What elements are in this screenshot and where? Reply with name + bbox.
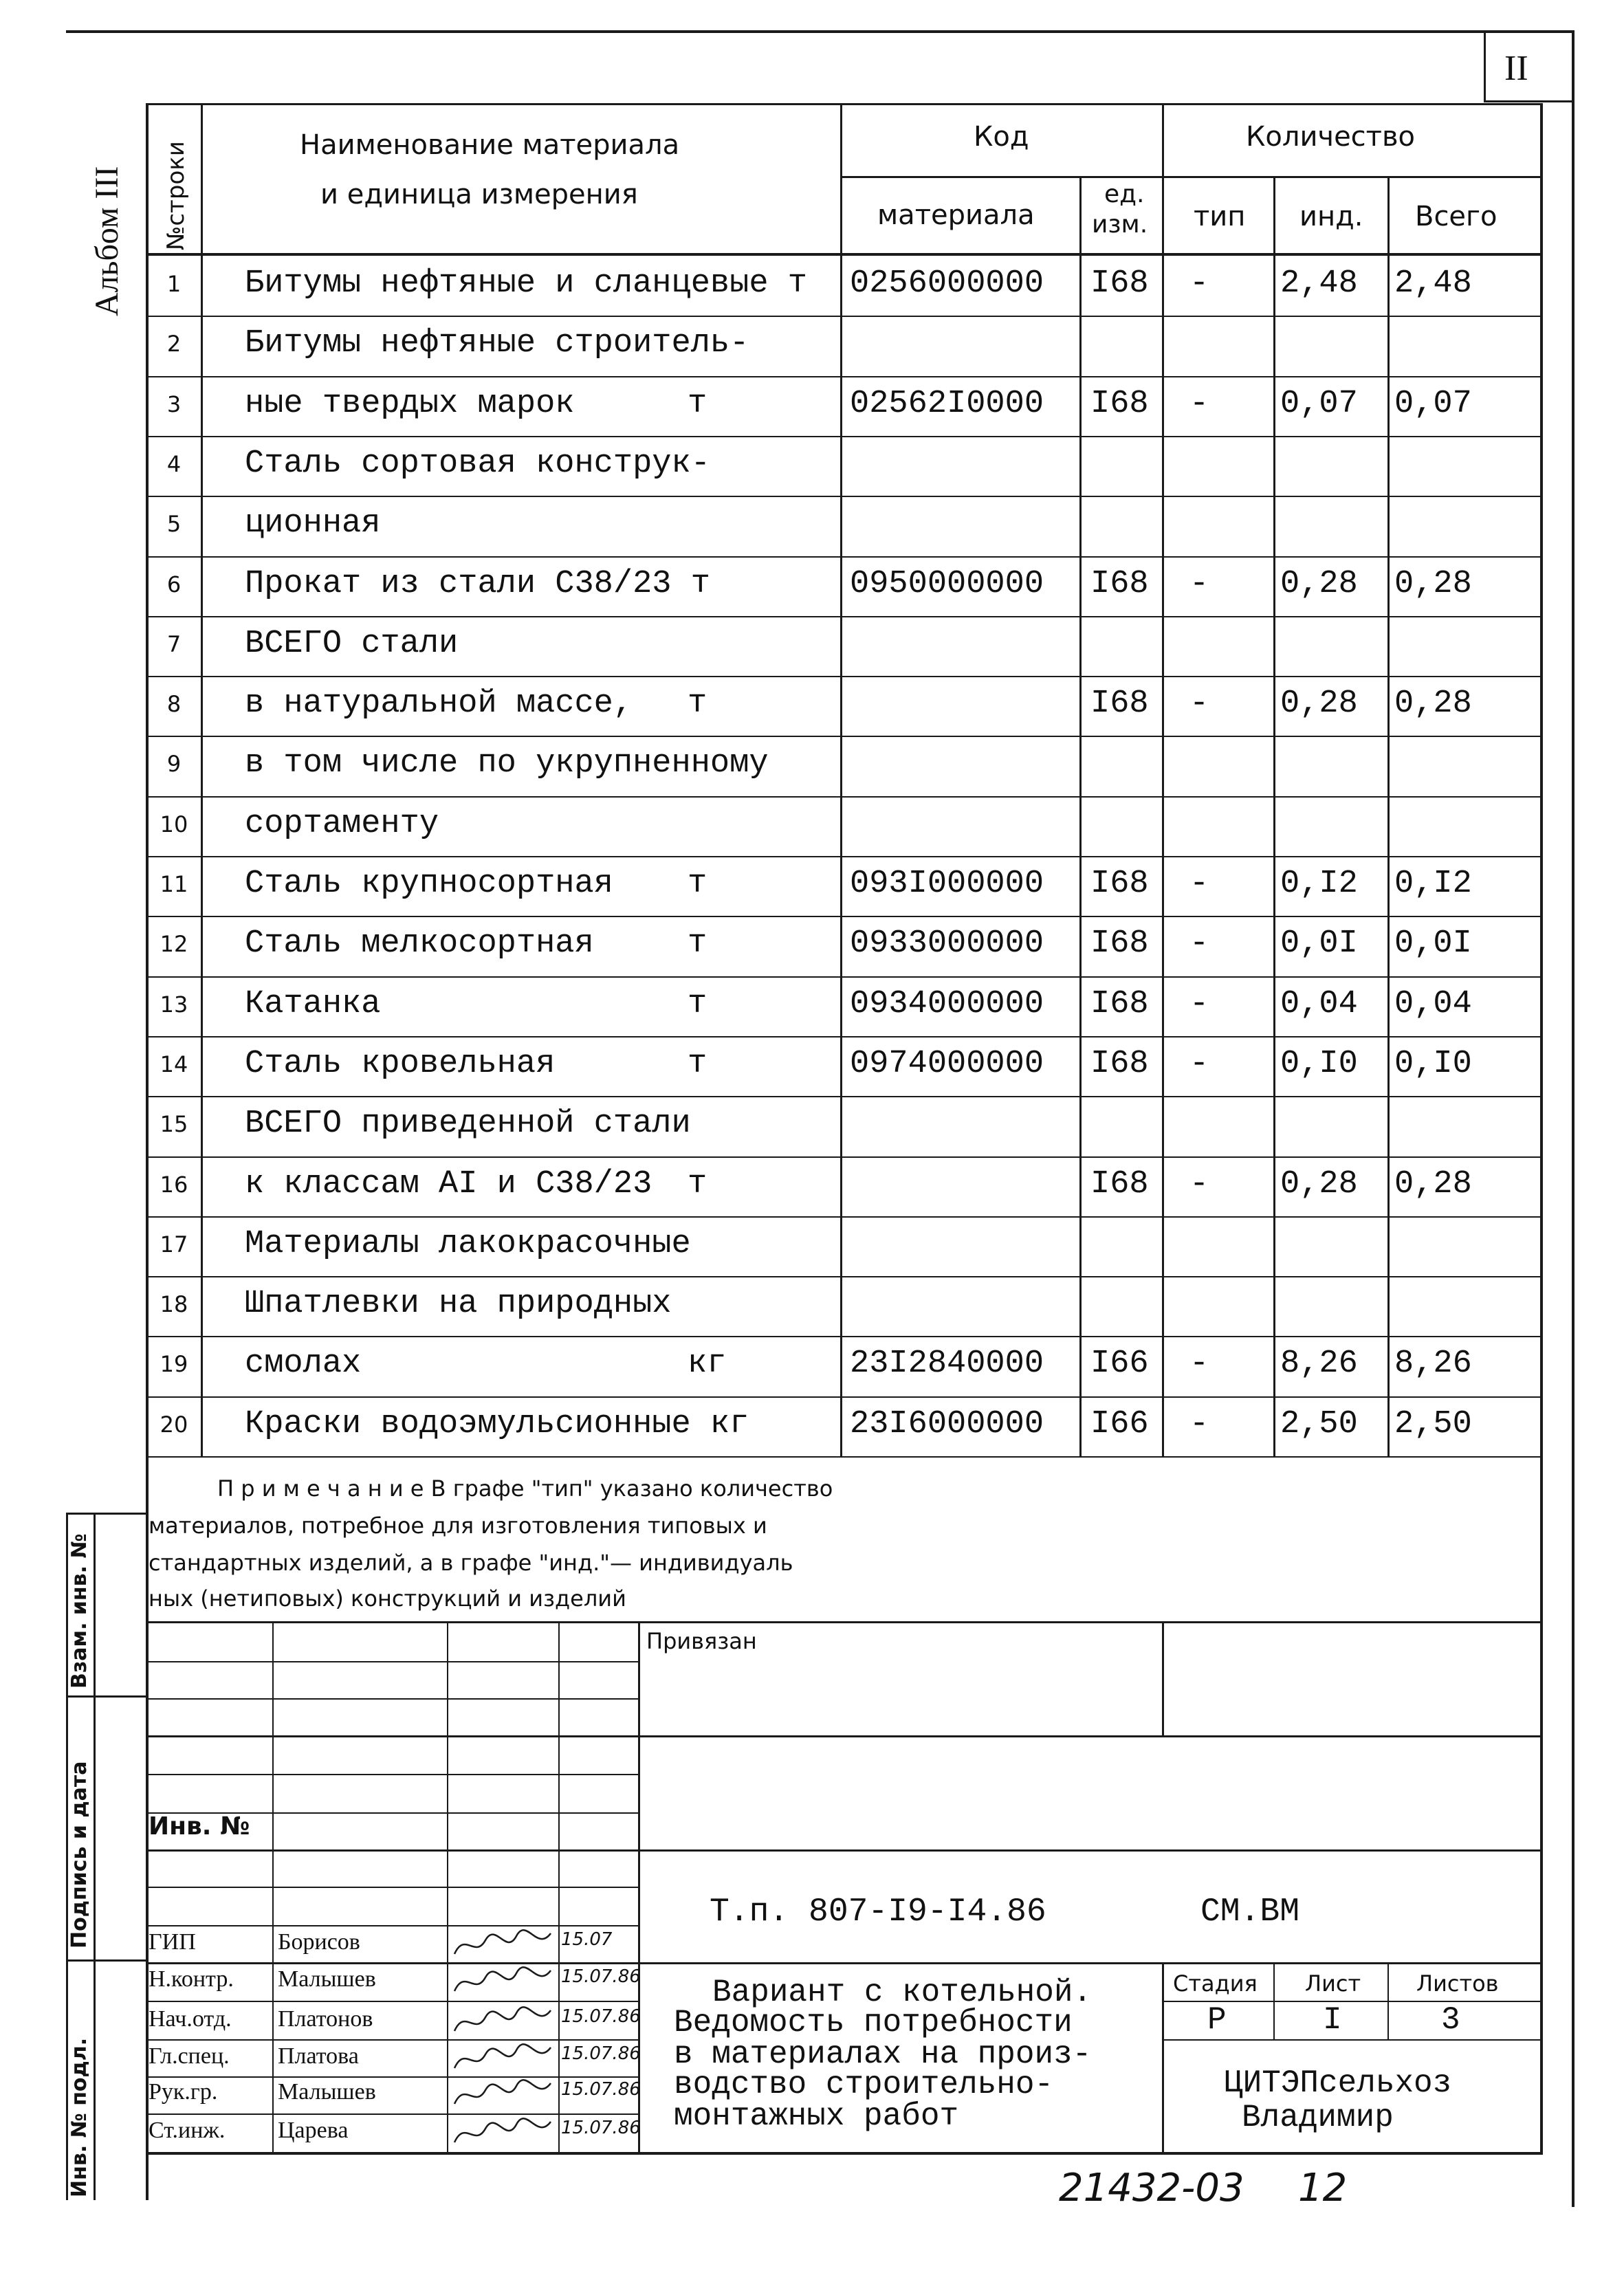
top-border [66, 30, 1574, 33]
header-name-line2: и единица измерения [320, 179, 638, 210]
signer-role: Гл.спец. [149, 2043, 230, 2069]
side-stamp-top [66, 1513, 149, 1515]
qty-total: 2,48 [1394, 265, 1472, 302]
qty-ind: 0,04 [1280, 985, 1358, 1022]
qty-type: - [1189, 385, 1209, 422]
material-code: 0934000000 [850, 985, 1044, 1022]
material-name: Битумы нефтяные строитель- [245, 325, 749, 362]
table-left-border [146, 103, 149, 2200]
material-name: в натуральной массе, [245, 685, 633, 723]
material-name-unit: т [688, 925, 707, 963]
material-name: Сталь кровельная [245, 1045, 556, 1082]
material-name: Краски водоэмульсионные кг [245, 1405, 749, 1442]
row-number: 2 [166, 331, 182, 358]
table-right-border [1540, 103, 1543, 2152]
side-stamp-sep2 [66, 1959, 149, 1962]
material-name-unit: т [688, 1165, 707, 1203]
side-stamp-sep1 [66, 1695, 149, 1698]
row-number: 18 [160, 1291, 188, 1318]
row-separator [146, 736, 1541, 737]
material-name-unit: т [688, 1045, 707, 1082]
material-name: ВСЕГО приведенной стали [245, 1106, 691, 1143]
qty-total: 0,0I [1394, 925, 1472, 963]
note-line4: ных (нетиповых) конструкций и изделий [149, 1585, 626, 1612]
sheets-label: Листов [1416, 1970, 1499, 1997]
side-stamp-vzam-inv: Взам. инв. № [67, 1533, 91, 1689]
material-code: 093I000000 [850, 866, 1044, 902]
side-stamp-right-edge [94, 1513, 96, 2200]
titleblock-v6 [1162, 1962, 1164, 2152]
privyazan-label: Привязан [646, 1628, 757, 1654]
row-number: 10 [160, 811, 188, 837]
material-name: Шпатлевки на природных [245, 1286, 672, 1323]
signature-mark [451, 2078, 554, 2112]
signature-mark [451, 2005, 554, 2039]
header-row-no: №строки [162, 141, 190, 250]
title-line3: в материалах на произ- [674, 2036, 1092, 2072]
album-label: Альбом III [89, 166, 125, 316]
titleblock-v1 [272, 1621, 274, 2152]
qty-total: 2,50 [1394, 1405, 1472, 1442]
header-qty-type: тип [1194, 201, 1246, 232]
material-name: Сталь мелкосортная [245, 925, 594, 963]
side-stamp-inv-podl: Инв. № подл. [67, 2037, 91, 2197]
signer-name: Царева [278, 2118, 349, 2143]
signer-name: Малышев [278, 2079, 376, 2105]
row-separator [146, 376, 1541, 377]
stage-value: Р [1207, 2002, 1227, 2038]
row-number: 14 [160, 1051, 188, 1077]
unit-code: I68 [1090, 925, 1149, 963]
doc-code: Т.п. 807-I9-I4.86 [710, 1893, 1046, 1931]
signer-role: Н.контр. [149, 1966, 234, 1992]
signature-mark [451, 2116, 554, 2151]
row-separator [146, 316, 1541, 317]
row-separator [146, 1216, 1541, 1218]
material-name: к классам АI и С38/23 [245, 1165, 652, 1203]
titleblock-h8 [146, 1925, 638, 1926]
titleblock-h1 [146, 1661, 638, 1662]
qty-ind: 0,I2 [1280, 866, 1358, 902]
titleblock-top [146, 1621, 1543, 1623]
header-subline [840, 176, 1541, 178]
material-code: 23I2840000 [850, 1346, 1044, 1383]
row-number: 13 [160, 991, 188, 1018]
unit-code: I68 [1090, 685, 1149, 723]
titleblock-h13 [146, 2113, 638, 2115]
signer-date: 15.07.86 [561, 2043, 641, 2064]
qty-total: 0,I0 [1394, 1045, 1472, 1082]
header-code: Код [974, 121, 1029, 153]
material-code: 0974000000 [850, 1045, 1044, 1082]
row-number: 9 [166, 751, 182, 778]
titleblock-bottom [146, 2152, 1543, 2155]
signer-role: ГИП [149, 1929, 196, 1955]
row-separator [146, 916, 1541, 917]
qty-ind: 0,07 [1280, 385, 1358, 422]
material-code: 23I6000000 [850, 1405, 1044, 1442]
material-name: ные твердых марок [245, 385, 575, 422]
signer-date: 15.07.86 [561, 2006, 641, 2027]
signer-role: Нач.отд. [149, 2006, 232, 2032]
unit-code: I68 [1090, 866, 1149, 902]
row-separator [146, 616, 1541, 617]
row-separator [146, 1036, 1541, 1037]
note-line2: материалов, потребное для изготовления типовых и [149, 1513, 767, 1539]
material-code: 02562I0000 [850, 385, 1044, 422]
row-separator [146, 796, 1541, 798]
titleblock-h9 [146, 1962, 1543, 1964]
row-number: 17 [160, 1231, 188, 1258]
corner-box-left [1484, 30, 1486, 102]
material-name: смолах [245, 1346, 362, 1383]
material-code: 0933000000 [850, 925, 1044, 963]
material-name: Сталь сортовая конструк- [245, 445, 710, 482]
signature-mark [451, 1928, 554, 1962]
signer-role: Ст.инж. [149, 2118, 226, 2143]
material-name-unit: т [688, 866, 707, 902]
qty-total: 8,26 [1394, 1346, 1472, 1383]
material-name: ВСЕГО стали [245, 625, 459, 662]
material-name-unit: т [688, 685, 707, 723]
material-name: Сталь крупносортная [245, 866, 613, 902]
signature-mark [451, 2042, 554, 2076]
title-line4: водство строительно- [674, 2067, 1054, 2102]
qty-type: - [1189, 1165, 1209, 1203]
col-line-total [1387, 176, 1390, 1456]
qty-type: - [1189, 985, 1209, 1022]
material-name: Катанка [245, 985, 381, 1022]
titleblock-h3 [146, 1735, 1543, 1737]
signer-name: Борисов [278, 1929, 360, 1955]
row-separator [146, 1096, 1541, 1097]
stage-label: Стадия [1173, 1970, 1258, 1997]
row-number: 6 [166, 571, 182, 597]
note-line3: стандартных изделий, а в графе "инд."— индивидуаль [149, 1550, 793, 1576]
titleblock-v5 [1162, 1621, 1164, 1735]
qty-type: - [1189, 1045, 1209, 1082]
unit-code: I68 [1090, 985, 1149, 1022]
row-separator [146, 1156, 1541, 1158]
sheet-value: I [1323, 2002, 1342, 2038]
material-name-unit: кг [688, 1346, 727, 1383]
row-number: 12 [160, 931, 188, 958]
titleblock-h7 [146, 1887, 638, 1888]
titleblock-h11 [146, 2039, 638, 2041]
row-number: 20 [160, 1411, 188, 1438]
col-line-unit [1079, 176, 1082, 1456]
row-separator [146, 1396, 1541, 1398]
qty-ind: 0,I0 [1280, 1045, 1358, 1082]
signer-name: Платова [278, 2043, 359, 2069]
material-code: 0950000000 [850, 565, 1044, 602]
col-line-rownum [201, 103, 203, 1456]
unit-code: I68 [1090, 1165, 1149, 1203]
qty-type: - [1189, 685, 1209, 723]
row-number: 15 [160, 1111, 188, 1138]
row-separator [146, 856, 1541, 857]
material-name: Битумы нефтяные и сланцевые т [245, 265, 807, 302]
title-line2: Ведомость потребности [674, 2005, 1073, 2041]
signer-role: Рук.гр. [149, 2079, 218, 2105]
signer-date: 15.07.86 [561, 2118, 641, 2138]
qty-ind: 0,28 [1280, 685, 1358, 723]
qty-total: 0,28 [1394, 1165, 1472, 1203]
row-separator [146, 436, 1541, 437]
right-border [1572, 30, 1574, 2207]
row-number: 16 [160, 1171, 188, 1198]
archive-number: 21432-03 [1059, 2166, 1244, 2210]
row-number: 8 [166, 691, 182, 718]
qty-type: - [1189, 1346, 1209, 1383]
header-unit-line1: ед. [1104, 180, 1145, 208]
qty-total: 0,04 [1394, 985, 1472, 1022]
title-line1: Вариант с котельной. [712, 1975, 1093, 2010]
qty-type: - [1189, 565, 1209, 602]
header-name-line1: Наименование материала [300, 129, 680, 161]
table-top-border [146, 103, 1543, 105]
row-separator [146, 1276, 1541, 1277]
titleblock-v7 [1273, 1962, 1275, 2039]
title-line5: монтажных работ [674, 2098, 959, 2134]
qty-ind: 2,48 [1280, 265, 1358, 302]
material-name: ционная [245, 505, 381, 542]
row-number: 5 [166, 511, 182, 538]
header-quantity: Количество [1246, 121, 1416, 153]
titleblock-v8 [1387, 1962, 1389, 2039]
org-line2: Владимир [1242, 2100, 1394, 2135]
qty-ind: 0,0I [1280, 925, 1358, 963]
unit-code: I68 [1090, 385, 1149, 422]
col-line-type [1162, 103, 1164, 1456]
qty-type: - [1189, 1405, 1209, 1442]
archive-sheet: 12 [1298, 2166, 1348, 2210]
signer-name: Малышев [278, 1966, 376, 1992]
col-line-code [840, 103, 842, 1456]
titleblock-v3 [558, 1621, 560, 2152]
qty-total: 0,I2 [1394, 866, 1472, 902]
row-number: 19 [160, 1351, 188, 1378]
row-separator [146, 1336, 1541, 1337]
header-qty-total: Всего [1415, 201, 1497, 232]
row-separator [146, 556, 1541, 558]
unit-code: I68 [1090, 265, 1149, 302]
qty-total: 0,07 [1394, 385, 1472, 422]
qty-type: - [1189, 925, 1209, 963]
qty-ind: 2,50 [1280, 1405, 1358, 1442]
qty-type: - [1189, 866, 1209, 902]
material-name-unit: т [688, 985, 707, 1022]
qty-total: 0,28 [1394, 685, 1472, 723]
titleblock-h6 [146, 1849, 1543, 1852]
sheets-value: 3 [1441, 2002, 1460, 2038]
material-name: Прокат из стали С38/23 т [245, 565, 710, 602]
titleblock-h4 [146, 1774, 638, 1775]
titleblock-stage-line2 [1162, 2039, 1543, 2041]
corner-box-bottom [1484, 100, 1574, 102]
col-line-ind [1273, 176, 1275, 1456]
titleblock-v4 [638, 1621, 640, 2152]
unit-code: I68 [1090, 1045, 1149, 1082]
unit-code: I68 [1090, 565, 1149, 602]
note-line1: П р и м е ч а н и е В графе "тип" указано количество [217, 1475, 833, 1502]
unit-code: I66 [1090, 1405, 1149, 1442]
row-number: 11 [160, 871, 188, 897]
titleblock-h10 [146, 2001, 638, 2002]
row-number: 1 [166, 271, 182, 297]
row-separator [146, 1456, 1541, 1458]
sheet-label: Лист [1305, 1970, 1361, 1997]
signer-name: Платонов [278, 2006, 373, 2032]
qty-type: - [1189, 265, 1209, 302]
qty-total: 0,28 [1394, 565, 1472, 602]
material-name: Материалы лакокрасочные [245, 1225, 691, 1262]
qty-ind: 8,26 [1280, 1346, 1358, 1383]
header-unit-line2: изм. [1092, 210, 1148, 239]
titleblock-h2 [146, 1698, 638, 1700]
qty-ind: 0,28 [1280, 565, 1358, 602]
signer-date: 15.07.86 [561, 2079, 641, 2100]
sheet-corner-number: II [1504, 49, 1528, 88]
material-name: сортаменту [245, 805, 439, 842]
unit-code: I66 [1090, 1346, 1149, 1383]
material-name-unit: т [688, 385, 707, 422]
row-separator [146, 976, 1541, 978]
side-stamp-podpis-data: Подпись и дата [67, 1761, 91, 1948]
row-separator [146, 496, 1541, 497]
signer-date: 15.07.86 [561, 1966, 641, 1987]
org-line1: ЦИТЭПсельхоз [1224, 2065, 1452, 2101]
qty-ind: 0,28 [1280, 1165, 1358, 1203]
row-number: 4 [166, 450, 182, 477]
row-number: 7 [166, 630, 182, 657]
material-name: в том числе по укрупненному [245, 745, 769, 782]
signer-date: 15.07 [561, 1929, 613, 1950]
titleblock-v2 [447, 1621, 448, 2152]
header-bottom-line [146, 253, 1543, 256]
signature-mark [451, 1965, 554, 1999]
row-separator [146, 676, 1541, 677]
material-code: 0256000000 [850, 265, 1044, 302]
inv-no-label: Инв. № [149, 1812, 250, 1841]
doc-mark: СМ.ВМ [1200, 1893, 1300, 1931]
header-code-material: материала [877, 199, 1035, 231]
titleblock-h12 [146, 2076, 638, 2078]
header-qty-ind: инд. [1299, 201, 1363, 232]
row-number: 3 [166, 391, 182, 417]
